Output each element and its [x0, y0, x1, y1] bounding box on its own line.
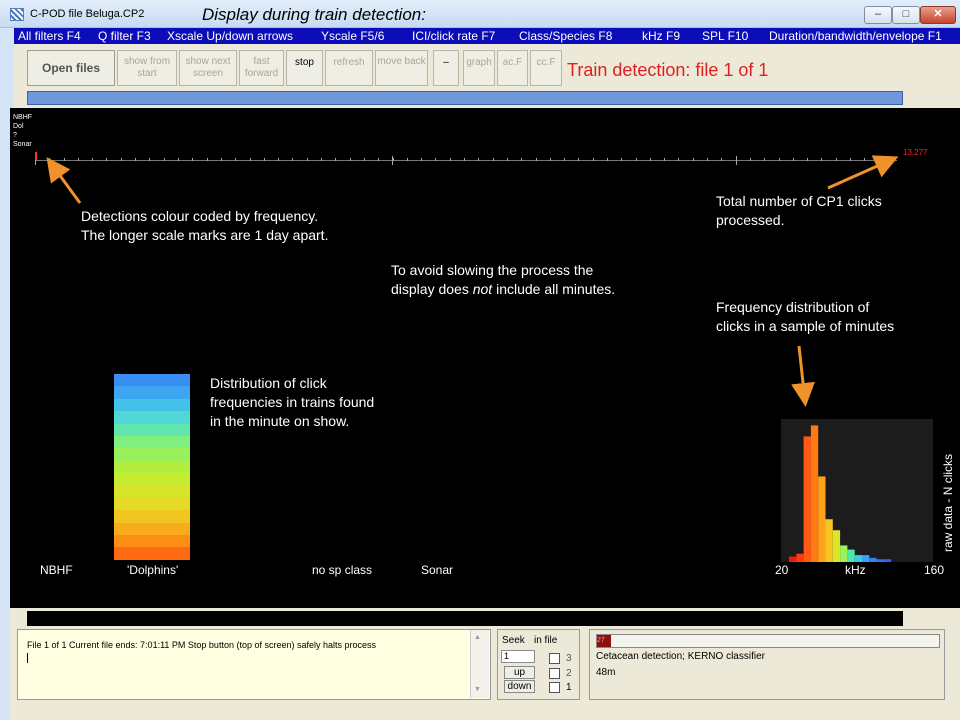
- graph-button[interactable]: graph: [463, 50, 495, 86]
- scale-tick: [636, 158, 637, 161]
- scale-tick: [721, 158, 722, 161]
- frequency-band: [114, 461, 190, 473]
- annotation-display-slowing: [391, 261, 621, 299]
- histogram-bar: [826, 519, 833, 562]
- scale-tick: [593, 158, 594, 161]
- scale-tick: [836, 158, 837, 161]
- label-sonar: Sonar: [421, 563, 454, 577]
- scale-tick: [478, 158, 479, 161]
- show-next-screen-button[interactable]: show next screen: [179, 50, 237, 86]
- ac-f-button[interactable]: ac.F: [497, 50, 528, 86]
- scale-tick: [450, 158, 451, 161]
- menu-class-species[interactable]: Class/Species F8: [519, 29, 613, 43]
- scale-tick: [92, 158, 93, 161]
- histogram-bar: [804, 436, 811, 562]
- scale-tick: [536, 158, 537, 161]
- day-scale-mark: [392, 156, 393, 165]
- label-khz-min: 20: [775, 563, 789, 577]
- fast-forward-button[interactable]: fast forward: [239, 50, 284, 86]
- scale-tick: [707, 158, 708, 161]
- histogram-bar: [811, 425, 818, 562]
- scale-tick: [693, 158, 694, 161]
- scale-tick: [678, 158, 679, 161]
- scale-tick: [135, 158, 136, 161]
- cc-f-button[interactable]: cc.F: [530, 50, 562, 86]
- scale-tick: [421, 158, 422, 161]
- status-title: Train detection: file 1 of 1: [567, 60, 769, 80]
- histogram-bar: [847, 550, 854, 562]
- scale-tick: [192, 158, 193, 161]
- row-label-nbhf: NBHF: [13, 114, 33, 121]
- row-label-unknown: ?: [13, 132, 17, 139]
- histogram-bar: [862, 555, 869, 562]
- close-button[interactable]: ✕: [920, 6, 956, 24]
- annotation-detections: Detections colour coded by frequency. The longer scale marks are 1 day apart.: [81, 208, 329, 243]
- scale-tick: [350, 158, 351, 161]
- checkbox-1-label: 1: [566, 682, 572, 693]
- menu-xscale[interactable]: Xscale Up/down arrows: [167, 29, 294, 43]
- classifier-text: Cetacean detection; KERNO classifier: [596, 651, 765, 662]
- day-scale-mark: [736, 156, 737, 165]
- scale-tick: [178, 158, 179, 161]
- checkbox-3[interactable]: [549, 653, 560, 664]
- histogram-bar: [789, 556, 796, 562]
- scale-tick: [250, 158, 251, 161]
- classifier-progress-bar: [596, 634, 940, 648]
- scale-tick: [221, 158, 222, 161]
- histogram-bar: [855, 555, 862, 562]
- scale-tick: [321, 158, 322, 161]
- scale-tick: [106, 158, 107, 161]
- annotation-slowing-part2: include all minutes.: [492, 281, 616, 297]
- seek-up-button[interactable]: up: [504, 666, 535, 679]
- frequency-band: [114, 424, 190, 436]
- click-count: 13,277: [903, 148, 928, 157]
- scale-tick: [407, 158, 408, 161]
- scale-tick: [864, 158, 865, 161]
- scale-tick: [264, 158, 265, 161]
- frequency-band: [114, 399, 190, 411]
- scale-tick: [207, 158, 208, 161]
- seek-in-file-label: in file: [534, 635, 558, 646]
- scale-tick: [550, 158, 551, 161]
- scale-tick: [793, 158, 794, 161]
- checkbox-1[interactable]: [549, 682, 560, 693]
- frequency-band: [114, 411, 190, 423]
- label-no-sp-class: no sp class: [312, 563, 373, 577]
- frequency-band: [114, 473, 190, 485]
- histogram-bar: [884, 559, 891, 562]
- classifier-badge: 27: [597, 635, 611, 647]
- scale-tick: [64, 158, 65, 161]
- label-khz: kHz: [845, 563, 866, 577]
- left-margin: [0, 108, 10, 608]
- scale-tick: [278, 158, 279, 161]
- stop-button[interactable]: stop: [286, 50, 323, 86]
- scale-tick: [578, 158, 579, 161]
- progress-bar: [27, 91, 903, 105]
- scale-tick: [378, 158, 379, 161]
- menu-khz[interactable]: kHz F9: [642, 29, 681, 43]
- scale-tick: [493, 158, 494, 161]
- frequency-band: [114, 436, 190, 448]
- frequency-histogram: [781, 419, 933, 562]
- scale-tick: [779, 158, 780, 161]
- histogram-bar: [869, 558, 876, 562]
- maximize-button[interactable]: □: [892, 6, 920, 24]
- scale-tick: [607, 158, 608, 161]
- frequency-band: [114, 486, 190, 498]
- scale-tick: [78, 158, 79, 161]
- scale-tick: [307, 158, 308, 161]
- annotation-slowing-part1: To avoid slowing the process the display does: [391, 262, 594, 297]
- frequency-band: [114, 535, 190, 547]
- dash-button[interactable]: –: [433, 50, 459, 86]
- histogram-bar: [840, 545, 847, 562]
- open-files-button[interactable]: Open files: [27, 50, 115, 86]
- scale-tick: [149, 158, 150, 161]
- log-text: File 1 of 1 Current file ends: 7:01:11 PM Stop button (top of screen) safely halts process: [27, 640, 377, 650]
- scale-tick: [235, 158, 236, 161]
- scale-tick: [364, 158, 365, 161]
- frequency-band: [114, 510, 190, 522]
- scale-tick: [564, 158, 565, 161]
- classifier-duration: 48m: [596, 667, 616, 678]
- overlay-heading: Display during train detection:: [202, 5, 426, 24]
- lower-strip: [27, 611, 903, 626]
- scale-tick: [292, 158, 293, 161]
- histogram-y-label: [933, 446, 960, 556]
- frequency-band: [114, 523, 190, 535]
- scale-tick: [335, 158, 336, 161]
- show-from-start-button[interactable]: show from start: [117, 50, 177, 86]
- annotation-frequency-distribution: Frequency distribution of clicks in a sample of minutes: [716, 299, 895, 334]
- scale-tick: [664, 158, 665, 161]
- scroll-up-icon[interactable]: ▲: [474, 634, 481, 641]
- scale-tick: [521, 158, 522, 161]
- scale-tick: [850, 158, 851, 161]
- click-frequency-column: [114, 374, 190, 560]
- menu-ici-click-rate[interactable]: ICI/click rate F7: [412, 29, 496, 43]
- refresh-button[interactable]: refresh: [325, 50, 373, 86]
- histogram-bar: [818, 476, 825, 562]
- window-title: C-POD file Beluga.CP2: [30, 8, 145, 20]
- histogram-y-label-text: raw data - N clicks: [941, 453, 955, 552]
- move-back-button[interactable]: move back: [375, 50, 428, 86]
- scale-tick: [121, 158, 122, 161]
- seek-down-button[interactable]: down: [504, 680, 535, 693]
- checkbox-2[interactable]: [549, 668, 560, 679]
- menu-bar: [14, 28, 960, 44]
- scale-tick: [879, 158, 880, 161]
- menu-yscale[interactable]: Yscale F5/6: [321, 29, 385, 43]
- scroll-down-icon[interactable]: ▼: [474, 686, 481, 693]
- annotation-slowing-emphasis: not: [472, 281, 493, 297]
- scale-tick: [764, 158, 765, 161]
- scale-tick: [893, 158, 894, 161]
- histogram-bar: [877, 559, 884, 562]
- scale-tick: [750, 158, 751, 161]
- checkbox-3-label: 3: [566, 653, 572, 664]
- frequency-band: [114, 448, 190, 460]
- label-nbhf: NBHF: [40, 563, 73, 577]
- text-cursor: [27, 653, 28, 663]
- menu-all-filters[interactable]: All filters F4: [18, 29, 81, 43]
- frequency-band: [114, 547, 190, 559]
- scale-tick: [435, 158, 436, 161]
- histogram-bar: [833, 530, 840, 562]
- row-label-sonar: Sonar: [13, 141, 32, 148]
- annotation-click-distribution: Distribution of click frequencies in trains found in the minute on show.: [210, 375, 375, 429]
- scale-tick: [807, 158, 808, 161]
- scale-tick: [821, 158, 822, 161]
- app-icon: [10, 8, 24, 21]
- scale-tick: [464, 158, 465, 161]
- row-label-dol: Dol: [13, 123, 24, 130]
- frequency-band: [114, 386, 190, 398]
- menu-spl[interactable]: SPL F10: [702, 29, 749, 43]
- frequency-band: [114, 374, 190, 386]
- scale-tick: [164, 158, 165, 161]
- menu-duration-bandwidth[interactable]: Duration/bandwidth/envelope F1: [769, 29, 942, 43]
- histogram-bar: [796, 554, 803, 562]
- minimize-button[interactable]: –: [864, 6, 892, 24]
- label-khz-max: 160: [924, 563, 945, 577]
- seek-input[interactable]: 1: [501, 650, 535, 663]
- annotation-total-clicks: Total number of CP1 clicks processed.: [716, 193, 882, 228]
- scale-tick: [621, 158, 622, 161]
- label-dolphins: 'Dolphins': [127, 563, 179, 577]
- menu-q-filter[interactable]: Q filter F3: [98, 29, 151, 43]
- frequency-band: [114, 498, 190, 510]
- detection-mark: [35, 152, 37, 160]
- scale-tick: [650, 158, 651, 161]
- scale-tick: [49, 158, 50, 161]
- checkbox-2-label: 2: [566, 668, 572, 679]
- seek-label: Seek: [502, 635, 525, 646]
- scale-tick: [393, 158, 394, 161]
- scale-tick: [507, 158, 508, 161]
